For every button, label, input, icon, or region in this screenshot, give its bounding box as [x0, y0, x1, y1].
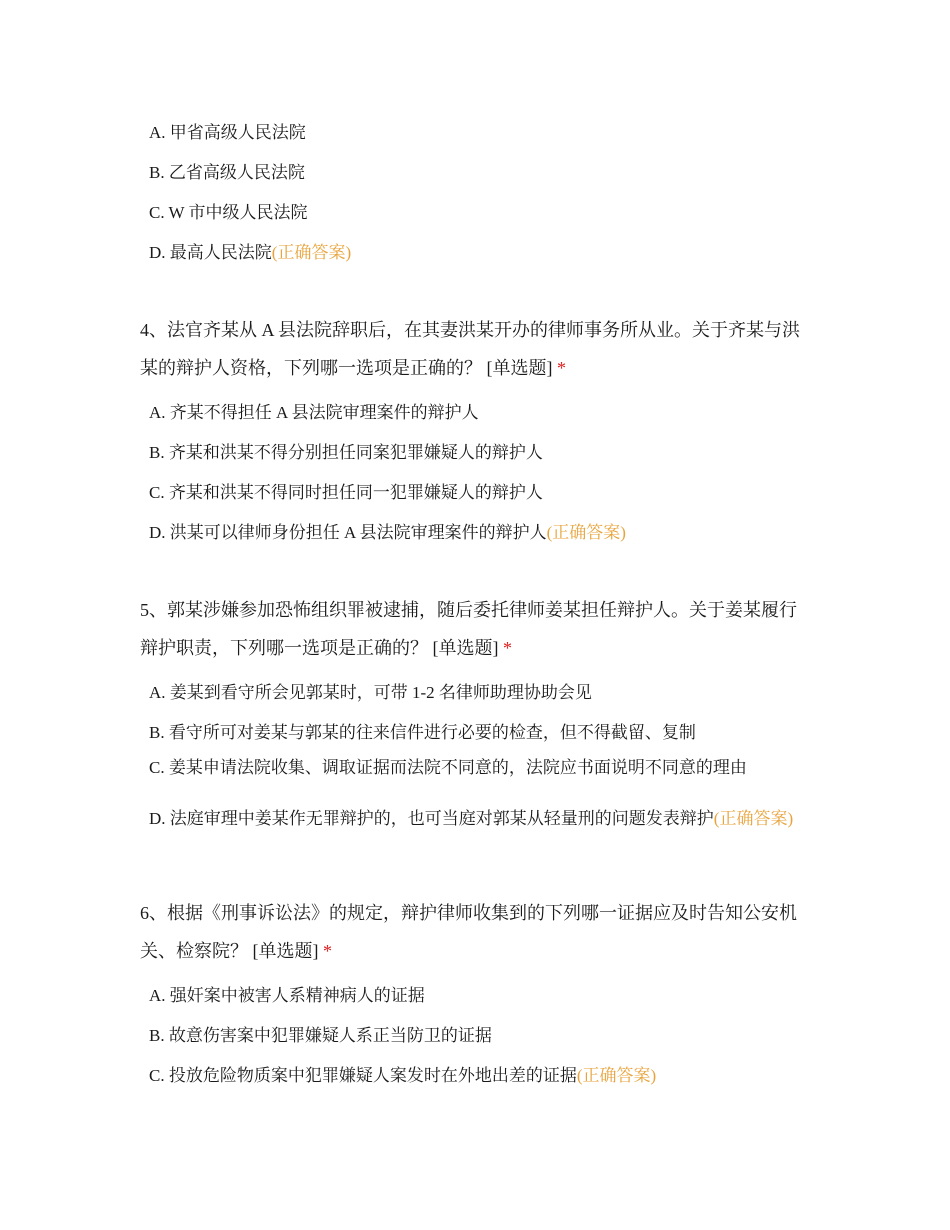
- correct-answer-mark: (正确答案): [546, 523, 626, 542]
- q5-option-c[interactable]: [149, 756, 799, 780]
- q6-option-c[interactable]: [149, 1064, 799, 1088]
- option-text: A. 甲省高级人民法院: [149, 123, 306, 142]
- q5-title: [140, 591, 810, 667]
- q4-option-b[interactable]: [149, 441, 799, 465]
- question-text: 5、郭某涉嫌参加恐怖组织罪被逮捕，随后委托律师姜某担任辩护人。关于姜某履行辩护职责，下列哪一选项是正确的？ [单选题]: [140, 600, 797, 658]
- option-text: D. 法庭审理中姜某作无罪辩护的，也可当庭对郭某从轻量刑的问题发表辩护: [149, 809, 714, 828]
- q6-option-b[interactable]: [149, 1024, 799, 1048]
- q4-option-d[interactable]: [149, 521, 799, 545]
- q5-option-b[interactable]: [149, 721, 799, 745]
- option-text: C. 投放危险物质案中犯罪嫌疑人案发时在外地出差的证据: [149, 1066, 577, 1085]
- q6-title: [140, 894, 810, 970]
- correct-answer-mark: (正确答案): [576, 1066, 657, 1085]
- required-mark: *: [323, 941, 332, 961]
- option-text: B. 看守所可对姜某与郭某的往来信件进行必要的检查，但不得截留、复制: [149, 723, 696, 742]
- q6-option-a[interactable]: [149, 984, 799, 1008]
- q4-title: [140, 311, 810, 387]
- question-text: 6、根据《刑事诉讼法》的规定，辩护律师收集到的下列哪一证据应及时告知公安机关、检察院？ [单选题]: [140, 903, 797, 961]
- option-text: B. 齐某和洪某不得分别担任同案犯罪嫌疑人的辩护人: [149, 443, 543, 462]
- option-text: D. 洪某可以律师身份担任 A 县法院审理案件的辩护人: [149, 523, 547, 542]
- option-text: A. 姜某到看守所会见郭某时，可带 1-2 名律师助理协助会见: [149, 683, 592, 702]
- option-text: C. 齐某和洪某不得同时担任同一犯罪嫌疑人的辩护人: [149, 483, 543, 502]
- q5-option-d[interactable]: [149, 807, 799, 831]
- option-text: D. 最高人民法院: [149, 243, 272, 262]
- required-mark: *: [503, 638, 512, 658]
- option-text: C. 姜某申请法院收集、调取证据而法院不同意的，法院应书面说明不同意的理由: [149, 758, 747, 777]
- option-text: A. 齐某不得担任 A 县法院审理案件的辩护人: [149, 403, 479, 422]
- q3-option-d[interactable]: [149, 241, 799, 265]
- option-text: A. 强奸案中被害人系精神病人的证据: [149, 986, 425, 1005]
- required-mark: *: [557, 358, 566, 378]
- q3-option-c[interactable]: [149, 201, 799, 225]
- correct-answer-mark: (正确答案): [713, 809, 794, 828]
- question-text: 4、法官齐某从 A 县法院辞职后，在其妻洪某开办的律师事务所从业。关于齐某与洪某的辩护人资格，下列哪一选项是正确的？ [单选题]: [140, 320, 801, 378]
- option-text: B. 故意伤害案中犯罪嫌疑人系正当防卫的证据: [149, 1026, 492, 1045]
- correct-answer-mark: (正确答案): [271, 243, 352, 262]
- option-text: B. 乙省高级人民法院: [149, 163, 305, 182]
- q4-option-c[interactable]: [149, 481, 799, 505]
- option-text: C. W 市中级人民法院: [149, 203, 308, 222]
- q3-option-a[interactable]: [149, 121, 799, 145]
- q5-option-a[interactable]: [149, 681, 799, 705]
- q4-option-a[interactable]: [149, 401, 799, 425]
- q3-option-b[interactable]: [149, 161, 799, 185]
